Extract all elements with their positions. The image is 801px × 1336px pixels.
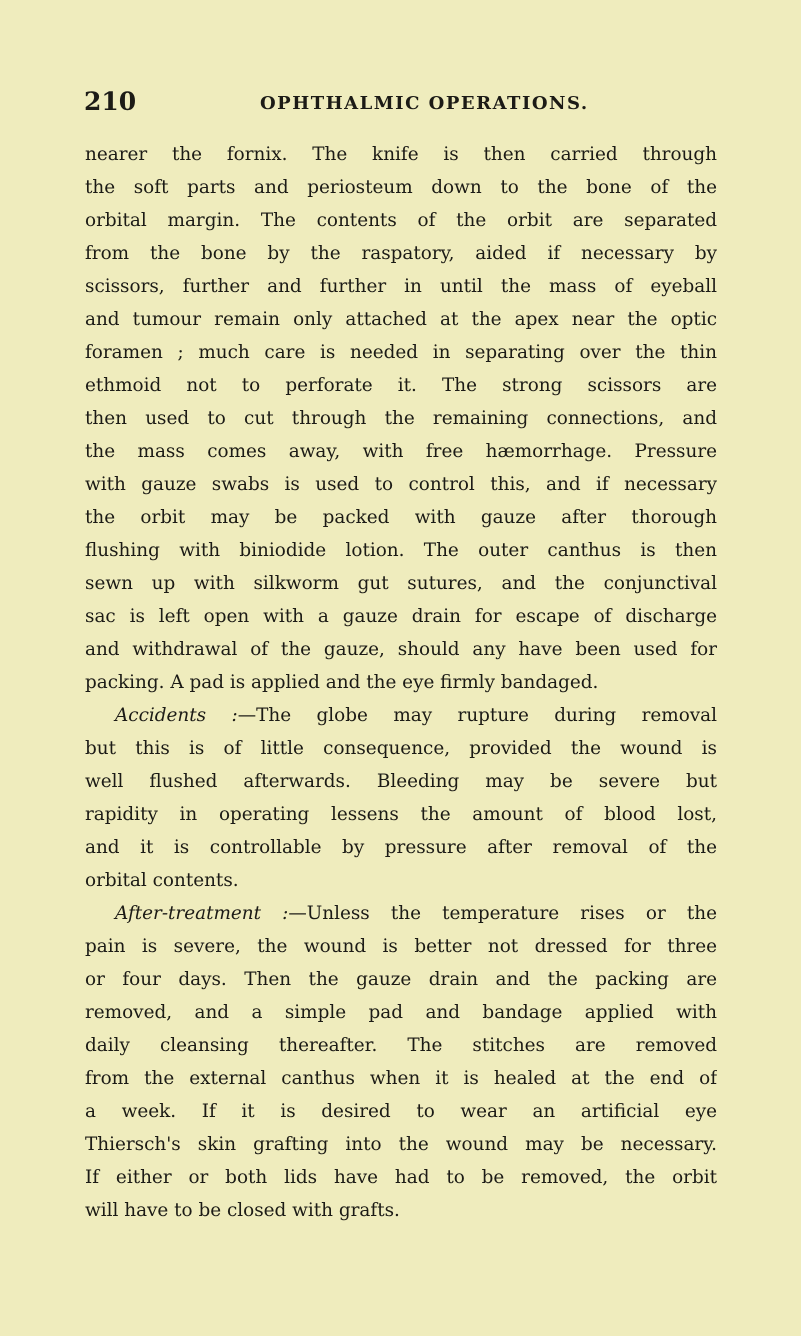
text-line-span: —The globe may rupture during removal [237,705,717,726]
text-line: and tumour remain only attached at the apex near the optic [85,309,717,330]
text-line: then used to cut through the remaining connections, and [85,408,717,429]
text-line: foramen ; much care is needed in separating over the thin [85,342,717,363]
text-line: nearer the fornix. The knife is then carried through [85,144,717,165]
text-line: packing. A pad is applied and the eye firmly bandaged. [85,672,599,693]
accidents-paragraph-first-line [85,699,717,732]
text-line: rapidity in operating lessens the amount of blood lost, [85,804,717,825]
text-line: If either or both lids have had to be removed, the orbit [85,1167,717,1188]
text-line-span: —Unless the temperature rises or the [288,903,717,924]
text-line: but this is of little consequence, provided the wound is [85,738,717,759]
running-title: OPHTHALMIC OPERATIONS. [260,93,589,114]
text-line: orbital margin. The contents of the orbit are separated [85,210,717,231]
accidents-heading: Accidents : [115,705,238,726]
after-treatment-paragraph-first-line [85,897,717,930]
text-line: sewn up with silkworm gut sutures, and the conjunctival [85,573,717,594]
text-line: scissors, further and further in until the mass of eyeball [85,276,717,297]
text-line: and it is controllable by pressure after removal of the [85,837,717,858]
text-line: well flushed afterwards. Bleeding may be severe but [85,771,717,792]
text-line: flushing with biniodide lotion. The outer canthus is then [85,540,717,561]
text-line: the soft parts and periosteum down to the bone of the [85,177,717,198]
text-line: pain is severe, the wound is better not dressed for three [85,936,717,957]
text-line: a week. If it is desired to wear an artificial eye [85,1101,717,1122]
text-line: Thiersch's skin grafting into the wound may be necessary. [85,1134,717,1155]
text-line: and withdrawal of the gauze, should any have been used for [85,639,717,660]
text-line: will have to be closed with grafts. [85,1200,400,1221]
text-line: the mass comes away, with free hæmorrhage. Pressure [85,441,717,462]
body-text [85,138,717,1227]
text-line: ethmoid not to perforate it. The strong scissors are [85,375,717,396]
text-line: from the external canthus when it is healed at the end of [85,1068,717,1089]
text-line: from the bone by the raspatory, aided if necessary by [85,243,717,264]
text-line: or four days. Then the gauze drain and the packing are [85,969,717,990]
text-line: orbital contents. [85,870,239,891]
text-line: with gauze swabs is used to control this, and if necessary [85,474,717,495]
text-line: removed, and a simple pad and bandage applied with [85,1002,717,1023]
page-number: 210 [84,87,137,116]
text-line: daily cleansing thereafter. The stitches are removed [85,1035,717,1056]
page-header [84,87,724,121]
text-line: the orbit may be packed with gauze after thorough [85,507,717,528]
text-line: sac is left open with a gauze drain for escape of discharge [85,606,717,627]
after-treatment-heading: After-treatment : [115,903,289,924]
